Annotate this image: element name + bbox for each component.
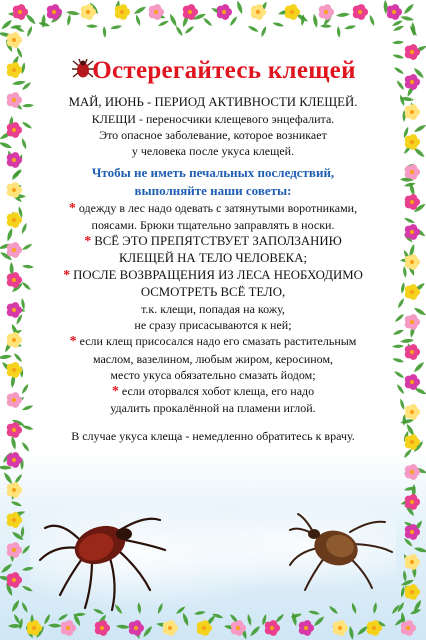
flower-icon	[353, 4, 368, 20]
leaf-shape	[168, 13, 178, 27]
leaf-shape	[409, 25, 418, 37]
flower-icon	[405, 194, 420, 210]
leaf-shape	[11, 418, 25, 427]
leaf-shape	[413, 44, 426, 53]
leaf-shape	[151, 12, 166, 20]
leaf-shape	[10, 168, 22, 181]
title-text: Остерегайтесь клещей	[92, 57, 356, 84]
leaf-shape	[133, 5, 147, 16]
tip-line: место укуса обязательно смазать йодом;	[110, 367, 316, 382]
leaf-shape	[300, 14, 305, 26]
tip-line: маслом, вазелином, любым жиром, керосином,	[92, 351, 334, 366]
leaf-shape	[88, 1, 99, 15]
leaf-shape	[12, 194, 26, 198]
leaf-shape	[110, 24, 122, 30]
leaf-shape	[114, 0, 121, 14]
flower-icon	[405, 374, 420, 390]
leaf-shape	[7, 150, 14, 165]
leaf-shape	[403, 216, 415, 224]
leaf-shape	[413, 281, 426, 293]
leaf-shape	[406, 83, 416, 97]
page-title	[0, 56, 426, 85]
leaf-shape	[372, 619, 386, 628]
asterisk-icon: *	[111, 384, 119, 400]
leaf-shape	[402, 126, 409, 138]
tip-line: т.к. клещи, попадая на кожу,	[141, 302, 285, 317]
flower-icon	[7, 32, 22, 48]
leaf-shape	[399, 94, 406, 106]
leaf-shape	[403, 162, 415, 171]
leaf-shape	[48, 623, 62, 628]
tip-line: * ПОСЛЕ ВОЗВРАЩЕНИЯ ИЗ ЛЕСА НЕОБХОДИМО	[63, 268, 363, 284]
leaf-shape	[1, 451, 13, 464]
tip-line: ОСМОТРЕТЬ ВСЁ ТЕЛО,	[140, 285, 286, 300]
leaf-shape	[41, 14, 46, 28]
leaf-shape	[181, 13, 189, 27]
leaf-shape	[8, 12, 22, 16]
leaf-shape	[17, 206, 23, 218]
leaf-shape	[348, 626, 355, 640]
leaf-shape	[403, 233, 414, 244]
flower-icon	[7, 242, 22, 258]
leaf-shape	[236, 0, 244, 15]
leaf-shape	[10, 323, 19, 337]
leaf-shape	[336, 12, 350, 18]
leaf-shape	[86, 24, 98, 28]
leaf-shape	[11, 99, 24, 112]
leaf-shape	[336, 26, 341, 38]
leaf-shape	[66, 10, 80, 16]
flower-icon	[129, 620, 144, 636]
leaf-shape	[10, 328, 22, 336]
leaf-shape	[322, 13, 333, 27]
flower-icon	[81, 4, 96, 20]
leaf-shape	[400, 258, 414, 262]
flower-icon	[183, 4, 198, 20]
leaf-shape	[26, 25, 34, 37]
leaf-shape	[258, 1, 268, 15]
leaf-shape	[157, 19, 169, 27]
flower-icon	[7, 422, 22, 438]
leaf-shape	[20, 222, 28, 234]
leaf-shape	[368, 14, 375, 26]
leaf-shape	[10, 211, 21, 225]
tip-line: * если оторвался хобот клеща, его надо	[111, 384, 315, 400]
flower-icon	[217, 4, 232, 20]
leaf-shape	[102, 26, 106, 38]
leaf-shape	[320, 24, 332, 28]
flower-icon	[405, 434, 420, 450]
leaf-shape	[264, 620, 279, 627]
leaf-shape	[17, 154, 24, 166]
leaf-shape	[9, 262, 14, 276]
leaf-shape	[0, 251, 13, 262]
flower-icon	[61, 620, 76, 636]
leaf-shape	[11, 281, 24, 293]
flower-icon	[285, 4, 300, 20]
leaf-shape	[413, 123, 426, 133]
flower-icon	[115, 4, 130, 20]
leaf-shape	[344, 24, 356, 30]
tip-line: * если клещ присосался надо его смазать растительным	[69, 334, 357, 350]
leaf-shape	[20, 458, 23, 470]
flower-icon	[387, 4, 402, 20]
leaf-shape	[400, 96, 414, 102]
flower-icon	[7, 332, 22, 348]
flower-icon	[405, 404, 420, 420]
leaf-shape	[392, 40, 404, 44]
leaf-shape	[356, 624, 369, 636]
leaf-shape	[202, 17, 213, 28]
flower-icon	[7, 212, 22, 228]
leaf-shape	[408, 182, 416, 197]
leaf-shape	[0, 354, 12, 360]
leaf-shape	[404, 200, 416, 205]
tip-line: поясами. Брюки тщательно заправлять в носки.	[91, 217, 335, 232]
leaf-shape	[383, 0, 388, 14]
leaf-shape	[12, 306, 27, 313]
leaf-shape	[11, 395, 25, 405]
leaf-shape	[272, 21, 284, 27]
leaf-shape	[10, 342, 22, 348]
leaf-shape	[402, 430, 409, 442]
leaf-shape	[142, 625, 154, 638]
flower-icon	[405, 284, 420, 300]
asterisk-icon: *	[84, 234, 92, 250]
leaf-shape	[399, 398, 406, 410]
leaf-shape	[402, 414, 406, 426]
leaf-shape	[21, 383, 30, 395]
footer-note: В случае укуса клеща - немедленно обратитесь к врачу.	[71, 429, 355, 444]
leaf-shape	[10, 374, 16, 388]
leaf-shape	[0, 31, 12, 38]
leaf-shape	[400, 418, 415, 425]
flower-icon	[163, 620, 178, 636]
flower-icon	[265, 620, 280, 636]
leaf-shape	[400, 15, 415, 22]
leaf-shape	[403, 448, 413, 459]
leaf-shape	[295, 12, 309, 23]
leaf-shape	[413, 361, 426, 374]
leaf-shape	[400, 282, 406, 294]
leaf-shape	[413, 306, 426, 317]
leaf-shape	[24, 625, 34, 639]
leaf-shape	[356, 3, 369, 15]
leaf-shape	[403, 144, 413, 155]
leaf-shape	[13, 25, 25, 34]
leaf-shape	[10, 184, 22, 188]
leaf-shape	[25, 13, 37, 26]
leaf-shape	[12, 193, 24, 203]
leaf-shape	[175, 25, 184, 37]
flower-icon	[405, 464, 420, 480]
leaf-shape	[407, 262, 416, 276]
intro-line: Это опасное заболевание, которое возникает	[99, 128, 327, 143]
advice-heading: выполняйте наши советы:	[134, 182, 292, 198]
advice-heading: Чтобы не иметь печальных последствий,	[91, 164, 335, 180]
intro-line: у человека после укуса клещей.	[131, 144, 295, 159]
flower-icon	[7, 452, 22, 468]
leaf-shape	[409, 102, 416, 116]
flower-icon	[333, 620, 348, 636]
flower-icon	[7, 182, 22, 198]
leaf-shape	[135, 14, 142, 26]
asterisk-icon: *	[63, 268, 71, 284]
leaf-shape	[406, 343, 416, 357]
flower-icon	[27, 620, 42, 636]
leaf-shape	[6, 227, 14, 242]
leaf-shape	[66, 14, 71, 26]
flower-icon	[7, 152, 22, 168]
leaf-shape	[8, 624, 22, 628]
leaf-shape	[38, 21, 50, 28]
leaf-shape	[249, 625, 262, 638]
leaf-shape	[192, 12, 206, 21]
leaf-shape	[15, 313, 23, 325]
flower-icon	[405, 134, 420, 150]
tip-line: не сразу присасываются к ней;	[134, 318, 292, 333]
leaf-shape	[11, 169, 23, 179]
leaf-shape	[403, 3, 416, 16]
leaf-shape	[0, 465, 12, 470]
main-text	[30, 94, 396, 445]
leaf-shape	[396, 383, 406, 395]
flower-icon	[7, 392, 22, 408]
leaf-shape	[404, 182, 416, 188]
leaf-shape	[0, 242, 13, 250]
leaf-shape	[410, 404, 416, 418]
leaf-shape	[4, 38, 13, 52]
leaf-shape	[240, 625, 248, 640]
leaf-shape	[408, 243, 416, 258]
leaf-shape	[20, 298, 25, 310]
leaf-shape	[405, 423, 416, 437]
leaf-shape	[400, 177, 414, 182]
leaf-shape	[413, 147, 426, 159]
leaf-shape	[260, 25, 268, 37]
tip-line: удалить прокалённой на пламени иглой.	[110, 401, 316, 416]
tick-left-icon	[40, 519, 165, 610]
flower-icon	[95, 620, 110, 636]
leaf-shape	[247, 25, 259, 34]
leaf-shape	[210, 7, 224, 16]
leaf-shape	[402, 110, 406, 122]
leaf-shape	[224, 624, 239, 631]
leaf-shape	[35, 625, 46, 639]
leaf-shape	[331, 624, 346, 632]
leaf-shape	[411, 22, 416, 36]
leaf-shape	[0, 141, 13, 150]
leaf-shape	[10, 436, 17, 451]
leaf-shape	[409, 324, 416, 339]
flower-icon	[319, 4, 334, 20]
flower-icon	[149, 4, 164, 20]
flower-icon	[405, 344, 420, 360]
leaf-shape	[3, 339, 13, 353]
flower-icon	[197, 620, 212, 636]
flower-icon	[47, 4, 62, 20]
leaf-shape	[391, 19, 403, 27]
leaf-shape	[11, 35, 23, 44]
flower-icon	[367, 620, 382, 636]
leaf-shape	[8, 116, 14, 130]
leaf-shape	[0, 19, 13, 31]
tip-line: КЛЕЩЕЙ НА ТЕЛО ЧЕЛОВЕКА;	[118, 251, 308, 266]
flower-icon	[405, 164, 420, 180]
leaf-shape	[229, 15, 239, 27]
leaf-shape	[277, 8, 292, 15]
flower-icon	[405, 314, 420, 330]
intro-line: КЛЕЩИ - переносчики клещевого энцефалита.	[91, 112, 335, 126]
leaf-shape	[132, 625, 141, 639]
leaf-shape	[50, 12, 63, 24]
leaf-shape	[413, 466, 426, 475]
flower-icon	[401, 620, 416, 636]
leaf-shape	[20, 137, 27, 149]
leaf-shape	[1, 361, 14, 374]
flower-icon	[7, 272, 22, 288]
leaf-shape	[402, 266, 407, 278]
leaf-shape	[0, 130, 13, 140]
ticks-illustration	[0, 490, 426, 620]
leaf-shape	[312, 14, 319, 28]
flower-icon	[7, 122, 22, 138]
leaf-shape	[392, 24, 404, 32]
flower-icon	[405, 224, 420, 240]
flower-icon	[7, 302, 22, 318]
leaf-shape	[413, 202, 426, 213]
leaf-shape	[403, 249, 411, 261]
leaf-shape	[413, 226, 426, 237]
asterisk-icon: *	[69, 334, 77, 350]
leaf-shape	[412, 440, 424, 453]
leaf-shape	[397, 297, 406, 309]
flower-icon	[251, 4, 266, 20]
flower-icon	[231, 620, 246, 636]
flower-icon	[7, 92, 22, 108]
tip-line: * одежду в лес надо одевать с затянутыми воротниками,	[68, 200, 358, 216]
flower-icon	[7, 362, 22, 378]
asterisk-icon: *	[68, 200, 76, 216]
leaf-shape	[403, 466, 415, 475]
leaf-shape	[407, 163, 416, 177]
flower-icon	[405, 104, 420, 120]
leaf-shape	[400, 338, 414, 344]
leaf-shape	[13, 352, 24, 363]
leaf-shape	[19, 366, 23, 378]
leaf-shape	[10, 24, 22, 29]
leaf-shape	[13, 473, 23, 485]
tick-right-icon	[290, 514, 392, 590]
leaf-shape	[156, 622, 170, 628]
tip-line: * ВСЁ ЭТО ПРЕПЯТСТВУЕТ ЗАПОЛЗАНИЮ	[84, 234, 342, 250]
intro-line: МАЙ, ИЮНЬ - ПЕРИОД АКТИВНОСТИ КЛЕЩЕЙ.	[68, 95, 358, 109]
flower-icon	[405, 254, 420, 270]
flower-icon	[299, 620, 314, 636]
leaf-shape	[3, 471, 14, 485]
leaf-shape	[184, 25, 195, 35]
flower-icon	[13, 4, 28, 20]
leaf-shape	[413, 386, 426, 396]
leaf-shape	[116, 624, 130, 629]
